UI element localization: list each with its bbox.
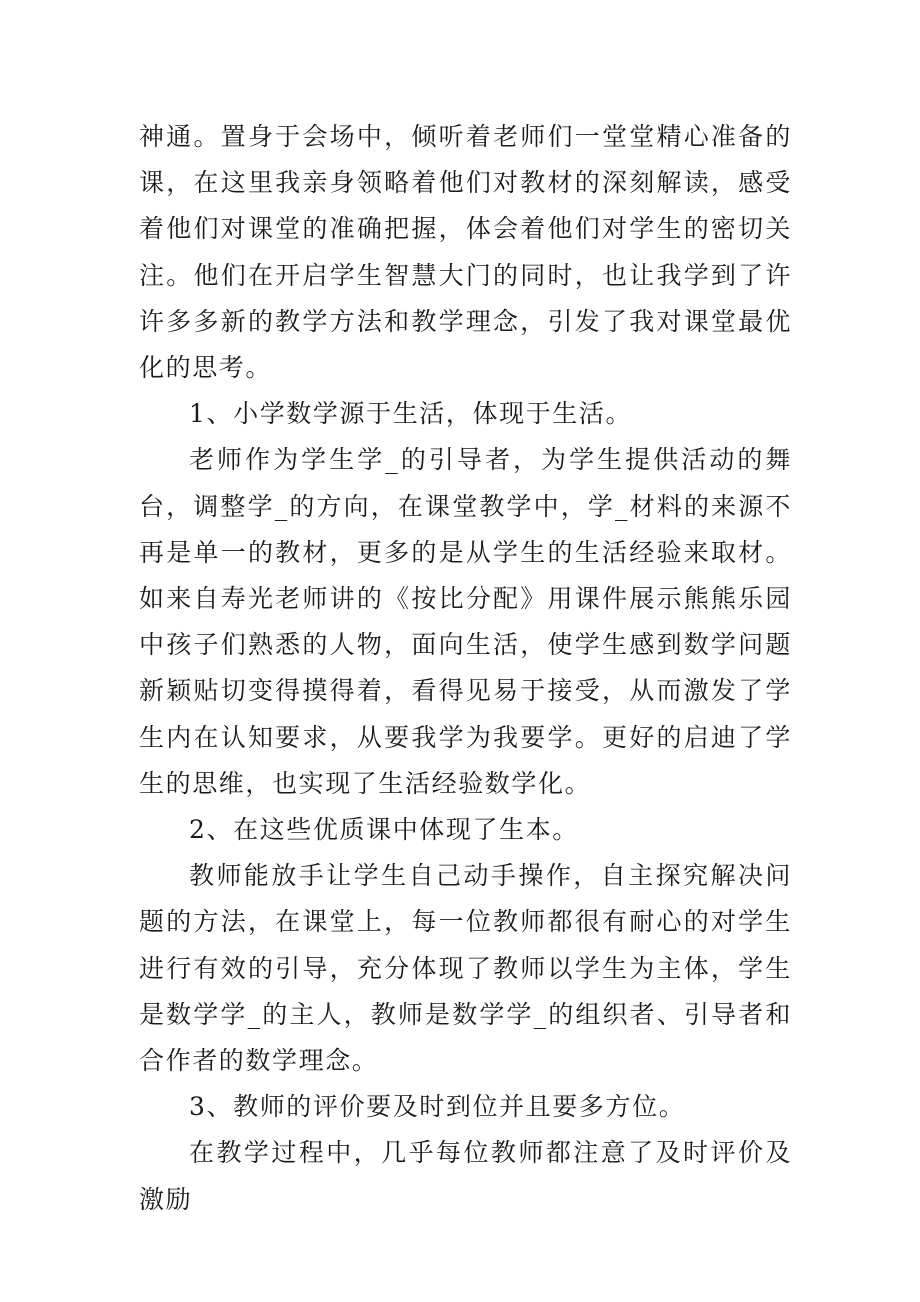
paragraph-point-3: 在教学过程中，几乎每位教师都注意了及时评价及激励 xyxy=(139,1138,792,1214)
heading-point-3: 3、教师的评价要及时到位并且要多方位。 xyxy=(189,1092,686,1122)
paragraph-continued: 神通。置身于会场中，倾听着老师们一堂堂精心准备的课，在这里我亲身领略着他们对教材的深刻解读，感受着他们对课堂的准确把握，体会着他们对学生的密切关注。他们在开启学生智慧大门的同时，也让我学到了许许多多新的教学方法和教学理念，引发了我对课堂最优化的思考。 xyxy=(139,122,792,383)
paragraph-point-2: 教师能放手让学生自己动手操作，自主探究解决问题的方法，在课堂上，每一位教师都很有耐心的对学生进行有效的引导，充分体现了教师以学生为主体，学生是数学学_的主人，教师是数学学_的组织者、引导者和合作者的数学理念。 xyxy=(139,861,792,1076)
document-body xyxy=(139,114,792,1223)
heading-point-2: 2、在这些优质课中体现了生本。 xyxy=(189,815,579,845)
heading-point-1: 1、小学数学源于生活，体现于生活。 xyxy=(189,399,633,429)
paragraph-point-1: 老师作为学生学_的引导者，为学生提供活动的舞台，调整学_的方向，在课堂教学中，学_材料的来源不再是单一的教材，更多的是从学生的生活经验来取材。如来自寿光老师讲的《按比分配》用课件展示熊熊乐园中孩子们熟悉的人物，面向生活，使学生感到数学问题新颖贴切变得摸得着，看得见易于接受，从而激发了学生内在认知要求，从要我学为我要学。更好的启迪了学生的思维，也实现了生活经验数学化。 xyxy=(139,445,792,798)
